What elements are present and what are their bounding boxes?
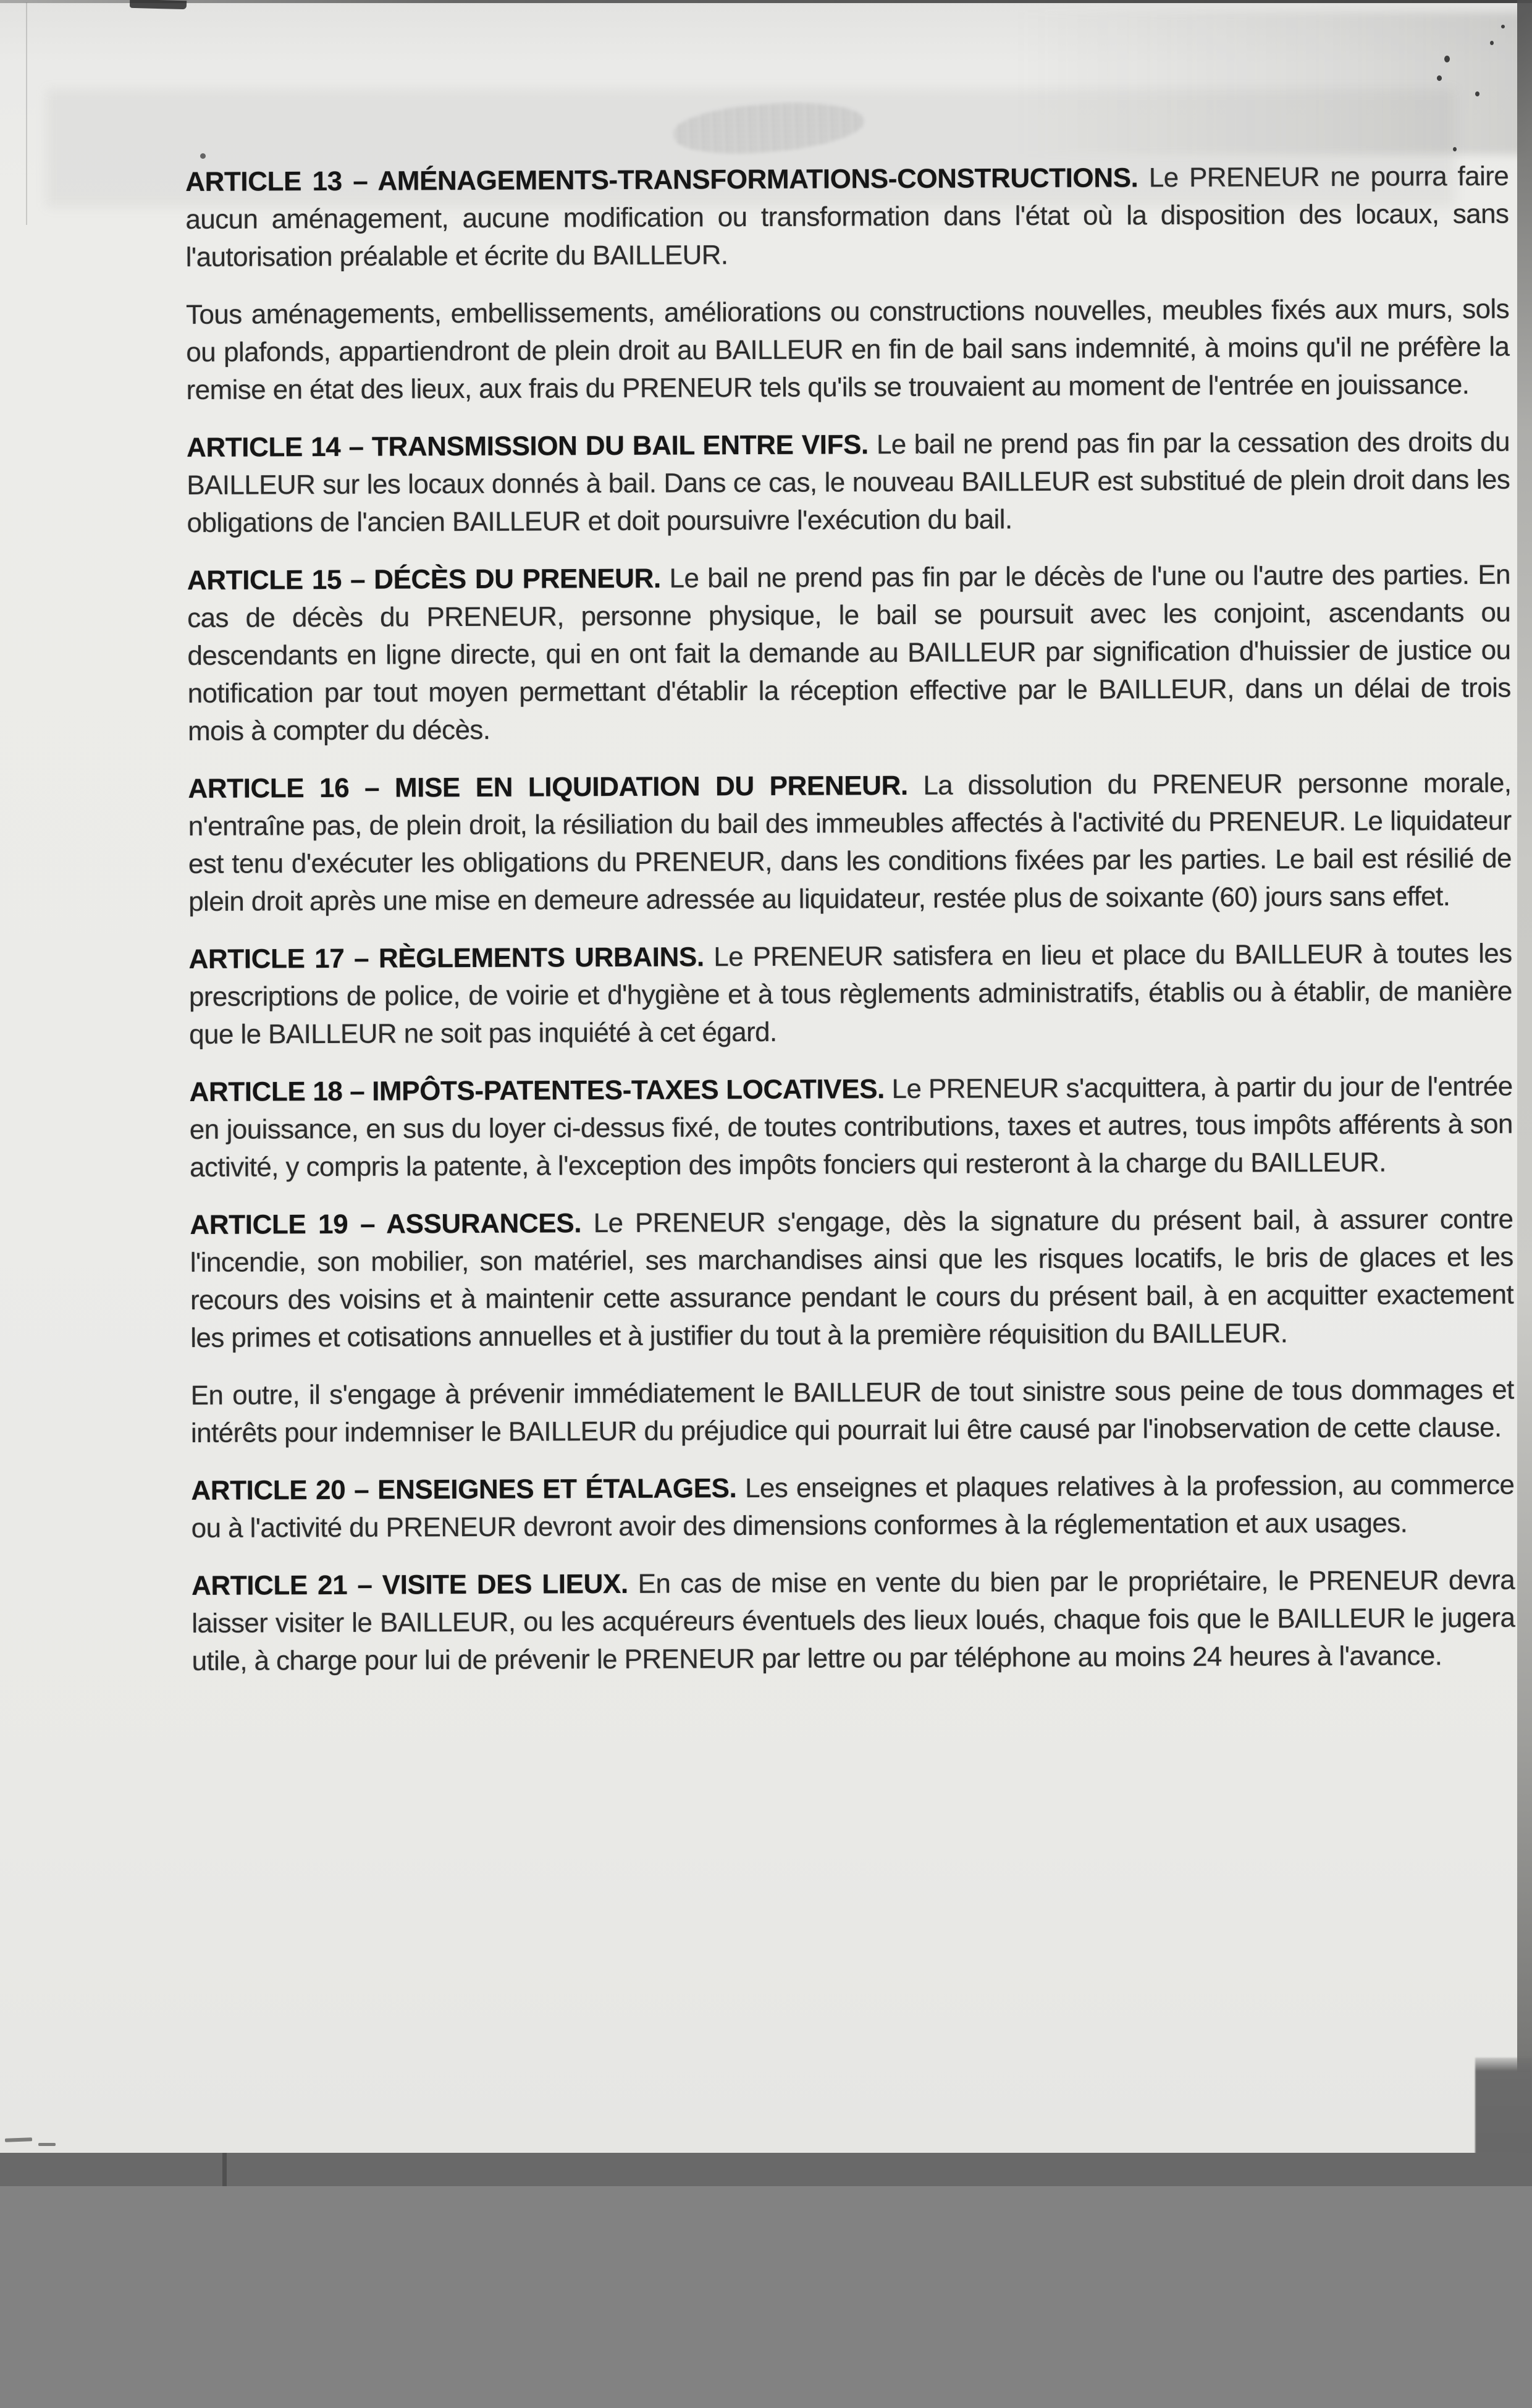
scan-speck — [1501, 25, 1505, 28]
article-15-body: Le bail ne prend pas fin par le décès de l'une ou l'autre des parties. En cas de décès du PRENEUR, personne physique, le bail se poursuit avec les conjoint, ascendants ou descendants en ligne directe, qui en ont fait la demande au BAILLEUR par signification d'huissier de justice ou notification par tout moyen permettant d'établir la réception effective par le BAILLEUR, dans un délai de trois mois à compter du décès. — [187, 559, 1511, 746]
article-21-heading: ARTICLE 21 – VISITE DES LIEUX. — [191, 1568, 628, 1601]
scanner-band — [0, 2153, 1532, 2186]
scanner-band-streak — [222, 2153, 227, 2186]
scan-edge-line — [0, 0, 1532, 3]
article-paragraph — [190, 1201, 1513, 1357]
article-19-heading: ARTICLE 19 – ASSURANCES. — [190, 1208, 582, 1240]
article-paragraph — [191, 1466, 1515, 1547]
article-18-body: Le PRENEUR s'acquittera, à partir du jour de l'entrée en jouissance, en sus du loyer ci-dessus fixé, de toutes contributions, taxes et autres, tous impôts afférents à son activité, y compris la patente, à l'exception des impôts fonciers qui resteront à la charge du BAILLEUR. — [189, 1071, 1513, 1183]
page-edge-shadow — [1517, 0, 1532, 2153]
article-16-heading: ARTICLE 16 – MISE EN LIQUIDATION DU PRENEUR. — [188, 770, 908, 804]
scan-speck — [1453, 147, 1457, 151]
scan-left-line — [26, 2, 27, 225]
article-20-body: Les enseignes et plaques relatives à la profession, au commerce ou à l'activité du PRENEUR devront avoir des dimensions conformes à la réglementation et aux usages. — [191, 1469, 1515, 1544]
scan-speck — [1475, 91, 1479, 96]
article-18-heading: ARTICLE 18 – IMPÔTS-PATENTES-TAXES LOCATIVES. — [189, 1074, 885, 1107]
article-paragraph — [189, 1068, 1513, 1186]
article-paragraph — [191, 1371, 1515, 1452]
article-21-body: En cas de mise en vente du bien par le propriétaire, le PRENEUR devra laisser visiter le BAILLEUR, ou les acquéreurs éventuels des lieux loués, chaque fois que le BAILLEUR le jugera utile, à charge pour lui de prévenir le PRENEUR par lettre ou par téléphone au moins 24 heures à l'avance. — [192, 1565, 1515, 1676]
article-14-heading: ARTICLE 14 – TRANSMISSION DU BAIL ENTRE VIFS. — [186, 429, 869, 463]
article-17-heading: ARTICLE 17 – RÈGLEMENTS URBAINS. — [188, 942, 704, 974]
scan-dash — [38, 2143, 56, 2146]
article-paragraph — [188, 935, 1512, 1054]
article-paragraph — [185, 158, 1509, 276]
article-15-heading: ARTICLE 15 – DÉCÈS DU PRENEUR. — [187, 563, 661, 596]
scan-corner-mark — [130, 0, 187, 9]
article-13-body: Le PRENEUR ne pourra faire aucun aménagement, aucune modification ou transformation dans l'état où la disposition des locaux, sans l'autorisation préalable et écrite du BAILLEUR. — [185, 161, 1509, 272]
scan-speck — [1490, 41, 1494, 45]
article-20-heading: ARTICLE 20 – ENSEIGNES ET ÉTALAGES. — [191, 1473, 737, 1506]
article-19-body: Le PRENEUR s'engage, dès la signature du présent bail, à assurer contre l'incendie, son mobilier, son matériel, ses marchandises ainsi que les risques locatifs, le bris de glaces et les recours des voisins et à maintenir cette assurance pendant le cours du présent bail, à en acquitter exactement les primes et cotisations annuelles et à justifier du tout à la première réquisition du BAILLEUR. — [190, 1204, 1514, 1353]
article-13-continuation: Tous aménagements, embellissements, améliorations ou constructions nouvelles, meubles fixés aux murs, sols ou plafonds, appartiendront de plein droit au BAILLEUR en fin de bail sans indemnité, à moins qu'il ne préfère la remise en état des lieux, aux frais du PRENEUR tels qu'ils se trouvaient au moment de l'entrée en jouissance. — [185, 294, 1510, 405]
article-paragraph — [187, 423, 1510, 542]
document-body — [185, 158, 1515, 1700]
article-14-body: Le bail ne prend pas fin par la cessation des droits du BAILLEUR sur les locaux donnés à bail. Dans ce cas, le nouveau BAILLEUR est substitué de plein droit dans les obligations de l'ancien BAILLEUR et doit poursuivre l'exécution du bail. — [187, 426, 1510, 538]
article-13-heading: ARTICLE 13 – AMÉNAGEMENTS-TRANSFORMATIONS-CONSTRUCTIONS. — [185, 163, 1138, 197]
scan-speck — [1437, 75, 1442, 81]
article-17-body: Le PRENEUR satisfera en lieu et place du BAILLEUR à toutes les prescriptions de police, de voirie et d'hygiène et à tous règlements administratifs, établis ou à établir, de manière que le BAILLEUR ne soit pas inquiété à cet égard. — [188, 938, 1512, 1050]
article-paragraph — [188, 764, 1512, 921]
article-paragraph — [187, 556, 1511, 750]
article-19-continuation: En outre, il s'engage à prévenir immédiatement le BAILLEUR de tout sinistre sous peine de tous dommages et intérêts pour indemniser le BAILLEUR du préjudice qui pourrait lui être causé par l'inobservation de cette clause. — [190, 1374, 1514, 1448]
article-paragraph — [192, 1561, 1515, 1680]
scan-dark-notch — [1475, 2058, 1532, 2154]
article-paragraph — [186, 290, 1510, 409]
ink-dot — [200, 153, 206, 159]
scan-speck — [1444, 56, 1450, 62]
scan-dash — [5, 2137, 32, 2142]
article-16-body: La dissolution du PRENEUR personne morale, n'entraîne pas, de plein droit, la résiliation du bail des immeubles affectés à l'activité du PRENEUR. Le liquidateur est tenu d'exécuter les obligations du PRENEUR, dans les conditions fixées par les parties. Le bail est résilié de plein droit après une mise en demeure adressée au liquidateur, restée plus de soixante (60) jours sans effet. — [188, 767, 1512, 917]
